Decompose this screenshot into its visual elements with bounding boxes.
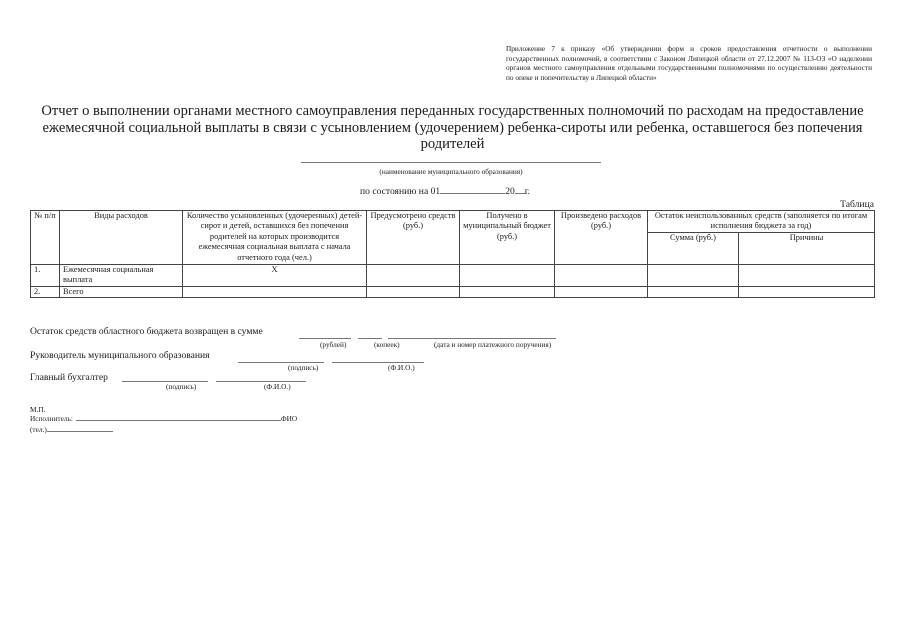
executor-line[interactable] — [76, 420, 281, 421]
row-sum[interactable] — [648, 286, 739, 297]
executor-label: Исполнитель: — [30, 414, 73, 423]
phone-line[interactable] — [47, 431, 113, 432]
row-reasons[interactable] — [739, 286, 875, 297]
as-of-day-month-blank — [440, 193, 505, 194]
row-received[interactable] — [460, 264, 555, 286]
head-fio-caption: (Ф.И.О.) — [388, 363, 415, 372]
phone-block — [30, 425, 113, 434]
appendix-note: Приложение 7 к приказу «Об утверждении форм и сроков предоставления отчетности о выполнении государственных полномочий, в соответствии с Законом Липецкой области от 27.12.2007 № 113-ОЗ «О наделении органов местного самоуправления отдельными государственными полномочиями по осуществлению деятельности по опеке и попечительству в Липецкой области» — [506, 44, 872, 82]
row-type: Всего — [60, 286, 183, 297]
accountant-fio-line[interactable] — [216, 381, 306, 382]
accountant-signature-caption: (подпись) — [166, 382, 197, 391]
rubles-line[interactable] — [299, 338, 351, 339]
phone-label: (тел.) — [30, 425, 47, 434]
kopecks-caption: (копеек) — [374, 340, 400, 349]
row-sum[interactable] — [648, 264, 739, 286]
header-reasons: Причины — [739, 232, 875, 264]
report-title: Отчет о выполнении органами местного самоуправления переданных государственных полномочий по расходам на предоставление ежемесячной социальной выплаты в связи с усыновлением (удочерением) ребенка-сироты или ребенка, оставшегося без попечения родителей — [41, 103, 864, 152]
municipality-caption: (наименование муниципального образования) — [379, 167, 523, 176]
table-row — [31, 286, 875, 297]
payment-order-caption: (дата и номер платежного поручения) — [434, 340, 552, 349]
kopecks-line[interactable] — [358, 338, 382, 339]
report-table — [30, 210, 875, 298]
table-label: Таблица — [840, 199, 874, 210]
table-row — [31, 264, 875, 286]
row-type: Ежемесячная социальная выплата — [60, 264, 183, 286]
header-count: Количество усыновленных (удочеренных) детей-сирот и детей, оставшихся без попечения родителей на которых производится ежемесячная социальная выплата с начала отчетного года (чел.) — [183, 211, 367, 265]
accountant-fio-caption: (Ф.И.О.) — [264, 382, 291, 391]
row-spent[interactable] — [555, 264, 648, 286]
executor-block — [30, 414, 297, 423]
head-signature-caption: (подпись) — [288, 363, 319, 372]
header-type: Виды расходов — [60, 211, 183, 265]
as-of-label: по состоянию на 01 — [360, 186, 441, 197]
header-num: № п/п — [31, 211, 60, 265]
row-received[interactable] — [460, 286, 555, 297]
accountant-label: Главный бухгалтер — [30, 372, 108, 383]
row-spent[interactable] — [555, 286, 648, 297]
row-reasons[interactable] — [739, 264, 875, 286]
row-num: 2. — [31, 286, 60, 297]
as-of-date — [360, 186, 530, 197]
header-planned: Предусмотрено средств (руб.) — [367, 211, 460, 265]
row-num: 1. — [31, 264, 60, 286]
header-remainder: Остаток неиспользованных средств (заполняется по итогам исполнения бюджета за год) — [648, 211, 875, 233]
as-of-year-blank — [515, 193, 525, 194]
as-of-year-prefix: 20 — [505, 186, 515, 197]
stamp-label: М.П. — [30, 405, 46, 414]
row-planned[interactable] — [367, 264, 460, 286]
rubles-caption: (рублей) — [320, 340, 347, 349]
returned-label: Остаток средств областного бюджета возвращен в сумме — [30, 326, 263, 337]
table-header-row — [31, 211, 875, 233]
payment-order-line[interactable] — [388, 338, 556, 339]
as-of-year-suffix: г. — [524, 186, 531, 197]
municipality-name-line — [301, 162, 601, 163]
header-sum: Сумма (руб.) — [648, 232, 739, 264]
executor-fio-label: ФИО — [280, 414, 298, 423]
row-planned[interactable] — [367, 286, 460, 297]
row-count[interactable] — [183, 286, 367, 297]
header-received: Получено в муниципальный бюджет (руб.) — [460, 211, 555, 265]
head-label: Руководитель муниципального образования — [30, 350, 210, 361]
row-count: Х — [183, 264, 367, 286]
header-spent: Произведено расходов (руб.) — [555, 211, 648, 265]
